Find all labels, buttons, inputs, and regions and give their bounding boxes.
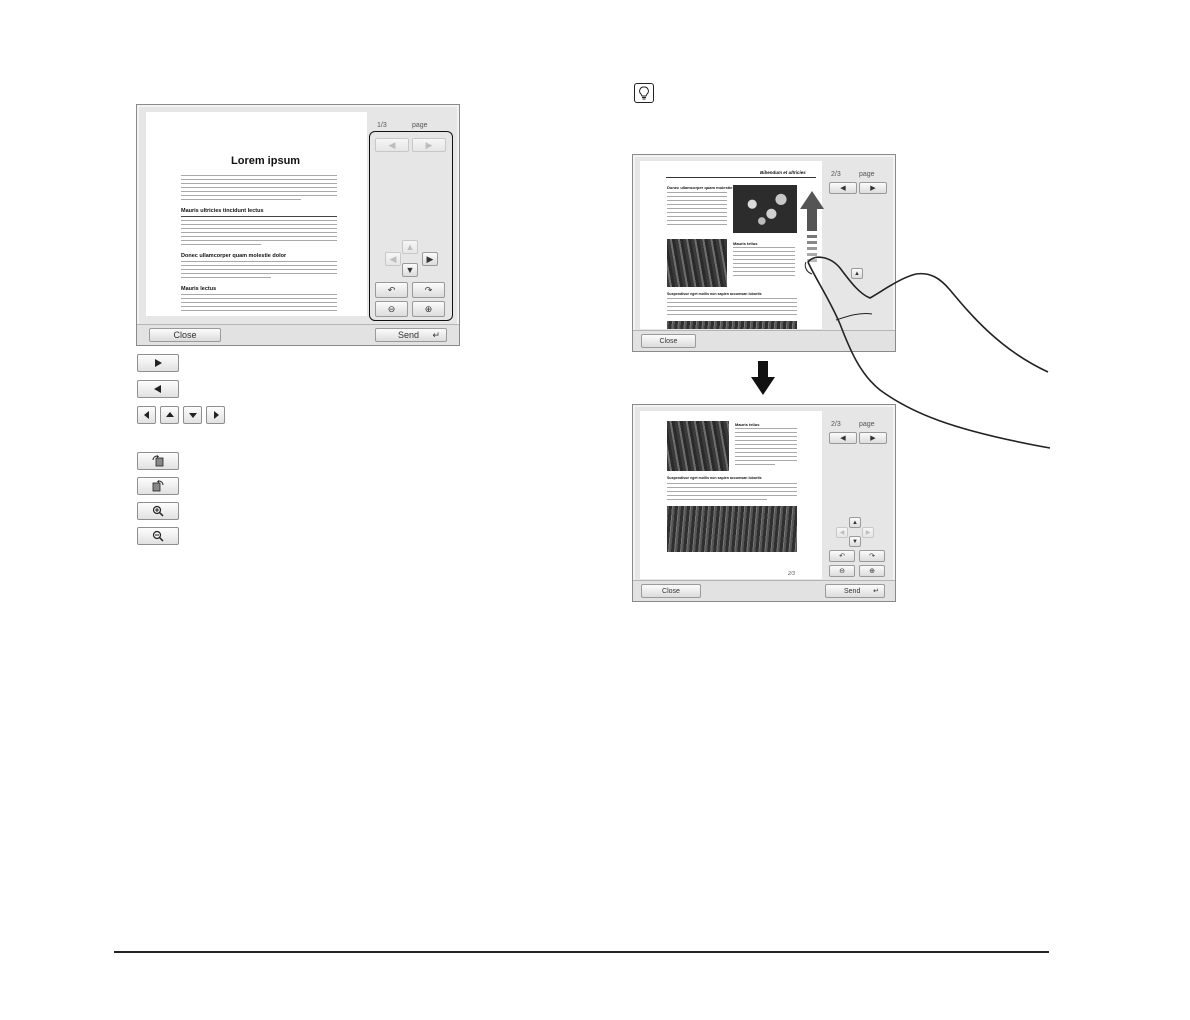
page-counter: 1/3 [377, 122, 387, 129]
next-page-icon [137, 354, 179, 372]
photo-leaves [733, 185, 797, 233]
photo-landscape [667, 506, 797, 552]
section-heading-3: Suspendisse eget mollis non sapien accumsan lobortis [667, 292, 762, 296]
doc-heading-2: Donec ullamcorper quam molestie dolor [181, 253, 287, 259]
scroll-up-button[interactable]: ▲ [402, 240, 418, 254]
rotate-left-button[interactable]: ↶ [829, 550, 855, 562]
prev-page-button[interactable]: ◀ [375, 138, 409, 152]
section-heading-2: Suspendisse eget mollis non sapien accumsan lobortis [667, 476, 762, 480]
doc-title: Lorem ipsum [231, 155, 301, 167]
scroll-up-button[interactable]: ▲ [849, 517, 861, 528]
photo-landscape [667, 321, 797, 329]
scroll-up-button[interactable]: ▲ [851, 268, 863, 279]
photo-flowers [667, 421, 729, 471]
next-page-button[interactable]: ▶ [412, 138, 446, 152]
doc-heading-1: Mauris ultricies tincidunt lectus [181, 208, 264, 214]
zoom-out-icon [137, 527, 179, 545]
section-heading-2: Mauris tellus [733, 241, 758, 246]
close-button[interactable]: Close [149, 328, 221, 342]
section-heading: Donec ullamcorper quam molestie [667, 185, 733, 190]
preview-screen [136, 104, 460, 346]
folio: 2/3 [788, 571, 795, 577]
footer-rule [114, 951, 1049, 953]
rotate-right-button[interactable]: ↷ [859, 550, 885, 562]
rotate-right-icon [137, 477, 179, 495]
scroll-right-button[interactable]: ▶ [422, 252, 438, 266]
document-page [640, 411, 822, 579]
page-label: page [412, 122, 428, 129]
prev-page-icon [137, 380, 179, 398]
send-label: Send [398, 330, 420, 340]
next-page-button[interactable]: ▶ [859, 182, 887, 194]
enter-icon: ↵ [432, 329, 440, 340]
down-arrow-icon [751, 361, 775, 395]
zoom-in-icon [137, 502, 179, 520]
scroll-down-button[interactable]: ▼ [849, 536, 861, 547]
next-page-button[interactable]: ▶ [859, 432, 887, 444]
doc-heading-3: Mauris lectus [181, 286, 217, 292]
scroll-left-button[interactable]: ◀ [385, 252, 401, 266]
send-button[interactable] [375, 328, 447, 342]
bottom-bar [633, 580, 895, 601]
hint-lightbulb-icon [634, 83, 654, 103]
close-button[interactable]: Close [641, 584, 701, 598]
prev-page-button[interactable]: ◀ [829, 432, 857, 444]
document-page [146, 112, 367, 316]
send-button[interactable] [825, 584, 885, 598]
enter-icon: ↵ [873, 588, 879, 595]
scroll-left-button[interactable]: ◀ [836, 527, 848, 538]
zoom-in-button[interactable]: ⊕ [412, 301, 445, 317]
rotate-right-button[interactable]: ↷ [412, 282, 445, 298]
photo-flowers [667, 239, 727, 287]
scroll-down-button[interactable]: ▼ [402, 263, 418, 277]
send-label: Send [844, 587, 861, 595]
scroll-up-icon [160, 406, 179, 424]
prev-page-button[interactable]: ◀ [829, 182, 857, 194]
scroll-left-icon [137, 406, 156, 424]
zoom-out-button[interactable]: ⊖ [829, 565, 855, 577]
preview-screen-scrolled [632, 404, 896, 602]
page-label: page [859, 171, 875, 178]
rotate-left-icon [137, 452, 179, 470]
rotate-left-button[interactable]: ↶ [375, 282, 408, 298]
page-label: page [859, 421, 875, 428]
section-heading: Mauris tellus [735, 422, 760, 427]
page-counter: 2/3 [831, 171, 841, 178]
close-button[interactable]: Close [641, 334, 696, 348]
zoom-out-button[interactable]: ⊖ [375, 301, 408, 317]
scroll-down-icon [183, 406, 202, 424]
page-counter: 2/3 [831, 421, 841, 428]
scroll-right-icon [206, 406, 225, 424]
document-page [640, 161, 822, 329]
scroll-right-button[interactable]: ▶ [862, 527, 874, 538]
bottom-bar [137, 324, 459, 345]
page-header: Bibendum et ultricies [760, 170, 806, 175]
zoom-in-button[interactable]: ⊕ [859, 565, 885, 577]
